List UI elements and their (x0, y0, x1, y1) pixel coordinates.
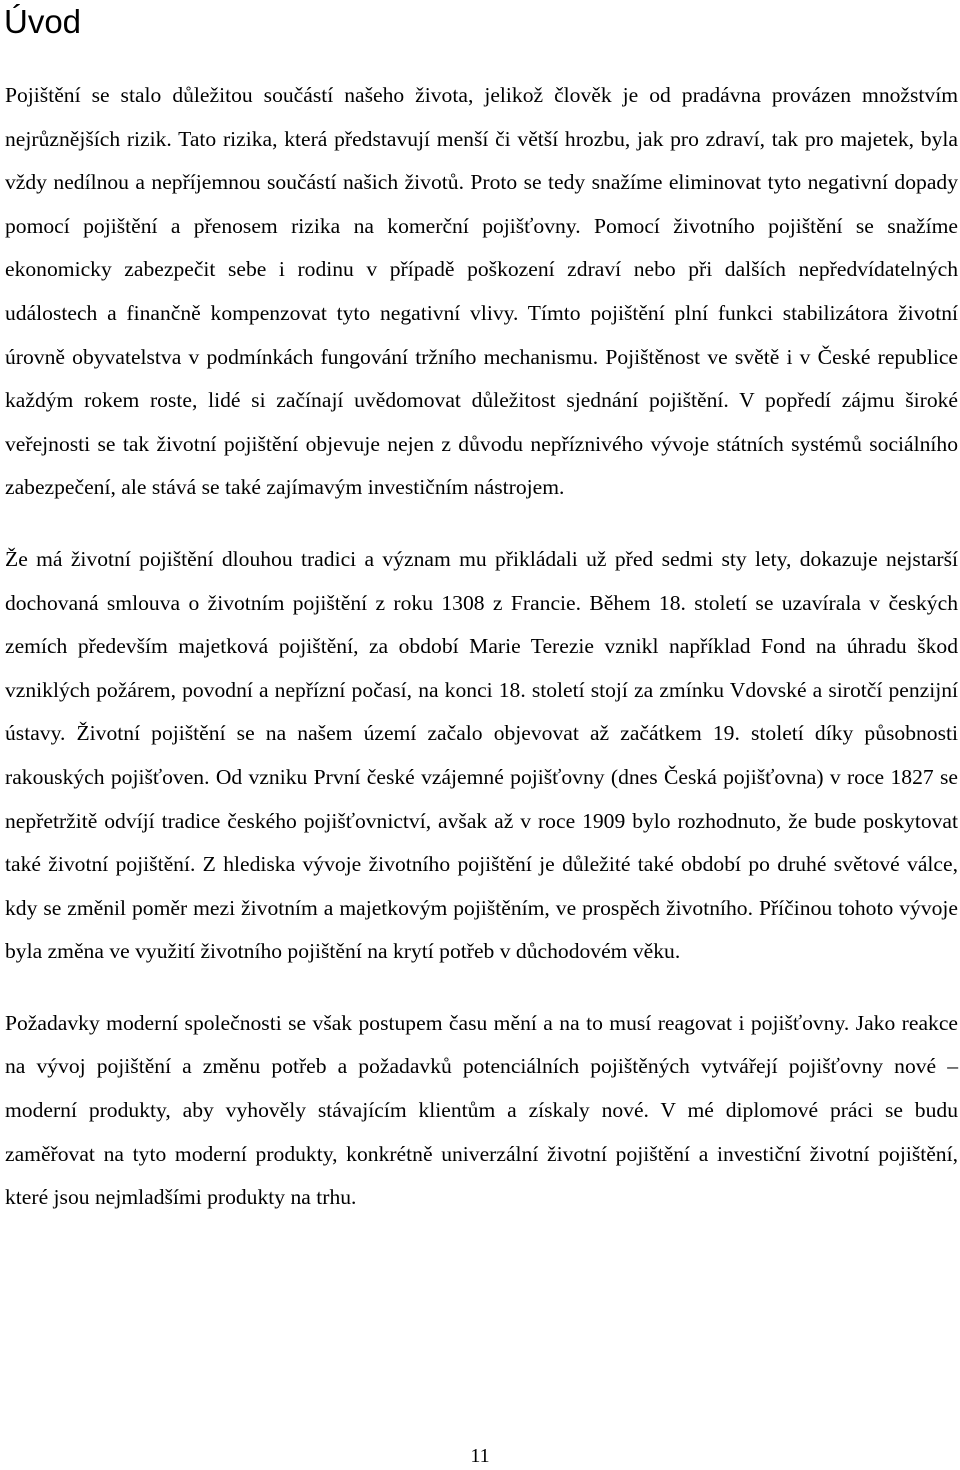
paragraph-intro: Pojištění se stalo důležitou součástí našeho života, jelikož člověk je od pradávna provázen množstvím nejrůznějších rizik. Tato rizika, která představují menší či větší hrozbu, jak pro zdraví, tak pro majetek, byla vždy nedílnou a nepříjemnou součástí našich životů. Proto se tedy snažíme eliminovat tyto negativní dopady pomocí pojištění a přenosem rizika na komerční pojišťovny. Pomocí životního pojištění se snažíme ekonomicky zabezpečit sebe i rodinu v případě poškození zdraví nebo při dalších nepředvídatelných událostech a finančně kompenzovat tyto negativní vlivy. Tímto pojištění plní funkci stabilizátora životní úrovně obyvatelstva v podmínkách fungování tržního mechanismu. Pojištěnost ve světě i v České republice každým rokem roste, lidé si začínají uvědomovat důležitost sjednání pojištění. V popředí zájmu široké veřejnosti se tak životní pojištění objevuje nejen z důvodu nepříznivého vývoje státních systémů sociálního zabezpečení, ale stává se také zajímavým investičním nástrojem. (5, 83, 958, 500)
page-title: Úvod (4, 3, 82, 40)
page-number: 11 (470, 1445, 490, 1467)
paragraph-modern-products: Požadavky moderní společnosti se však postupem času mění a na to musí reagovat i pojišťovny. Jako reakce na vývoj pojištění a změnu potřeb a požadavků potenciálních pojištěných vytvářejí pojišťovny nové – moderní produkty, aby vyhověly stávajícím klientům a získaly nové. V mé diplomové práci se budu zaměřovat na tyto moderní produkty, konkrétně univerzální životní pojištění a investiční životní pojištění, které jsou nejmladšími produkty na trhu. (5, 1010, 958, 1210)
body-text (5, 74, 958, 1248)
paragraph-history: Že má životní pojištění dlouhou tradici a význam mu přikládali už před sedmi sty lety, dokazuje nejstarší dochovaná smlouva o životním pojištění z roku 1308 z Francie. Během 18. století se uzavírala v českých zemích především majetková pojištění, za období Marie Terezie vznikl například Fond na úhradu škod vzniklých požárem, povodní a nepřízní počasí, na konci 18. století stojí za zmínku Vdovské a sirotčí penzijní ústavy. Životní pojištění se na našem území začalo objevovat až začátkem 19. století díky působnosti rakouských pojišťoven. Od vzniku První české vzájemné pojišťovny (dnes Česká pojišťovna) v roce 1827 se nepřetržitě odvíjí tradice českého pojišťovnictví, avšak až v roce 1909 bylo rozhodnuto, že bude poskytovat také životní pojištění. Z hlediska vývoje životního pojištění je důležité také období po druhé světové válce, kdy se změnil poměr mezi životním a majetkovým pojištěním, ve prospěch životního. Příčinou tohoto vývoje byla změna ve využití životního pojištění na krytí potřeb v důchodovém věku. (5, 546, 958, 964)
